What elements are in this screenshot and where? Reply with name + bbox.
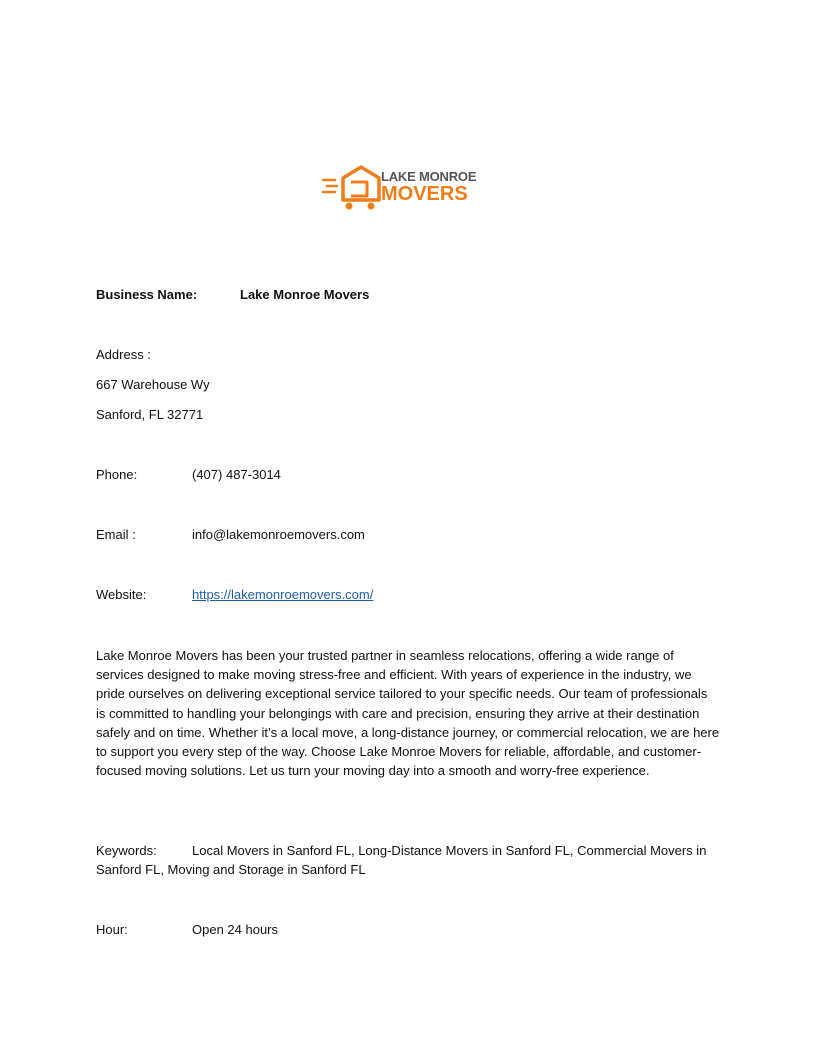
keywords-label: Keywords: <box>96 843 157 858</box>
website-row <box>96 587 374 602</box>
business-name-value: Lake Monroe Movers <box>240 287 370 302</box>
hours-value: Open 24 hours <box>192 922 279 937</box>
hours-label: Hour: <box>96 922 128 937</box>
business-description: Lake Monroe Movers has been your trusted partner in seamless relocations, offering a wide range of services designed to make moving stress-free and efficient. With years of experience in the industry, we pride ourselves on delivering exceptional service tailored to your specific needs. Our team of professionals is committed to handling your belongings with care and precision, ensuring they arrive at their destination safely and on time. Whether it’s a local move, a long-distance journey, or commercial relocation, we are here to support you every step of the way. Choose Lake Monroe Movers for reliable, affordable, and customer-focused moving solutions. Let us turn your moving day into a smooth and worry-free experience. <box>96 648 720 779</box>
email-label: Email : <box>96 527 136 542</box>
keywords-block <box>96 841 720 879</box>
phone-row <box>96 467 281 482</box>
business-name-row <box>96 287 370 302</box>
keywords-value: Local Movers in Sanford FL, Long-Distance Movers in Sanford FL, Commercial Movers in Sanford FL, Moving and Storage in Sanford FL <box>96 843 707 878</box>
address-line2: Sanford, FL 32771 <box>96 407 204 422</box>
logo-text-line1: LAKE MONROE <box>381 169 477 184</box>
website-link[interactable]: https://lakemonroemovers.com/ <box>192 587 374 602</box>
website-label: Website: <box>96 587 147 602</box>
address-line1: 667 Warehouse Wy <box>96 377 210 392</box>
company-logo <box>321 162 496 212</box>
phone-value: (407) 487-3014 <box>192 467 281 482</box>
email-row <box>96 527 365 542</box>
hours-row <box>96 922 279 937</box>
moving-cart-house-icon <box>321 162 381 212</box>
logo-text-line2: MOVERS <box>381 183 468 205</box>
address-label: Address : <box>96 347 151 362</box>
business-name-label: Business Name: <box>96 287 198 302</box>
email-value: info@lakemonroemovers.com <box>192 527 365 542</box>
phone-label: Phone: <box>96 467 138 482</box>
